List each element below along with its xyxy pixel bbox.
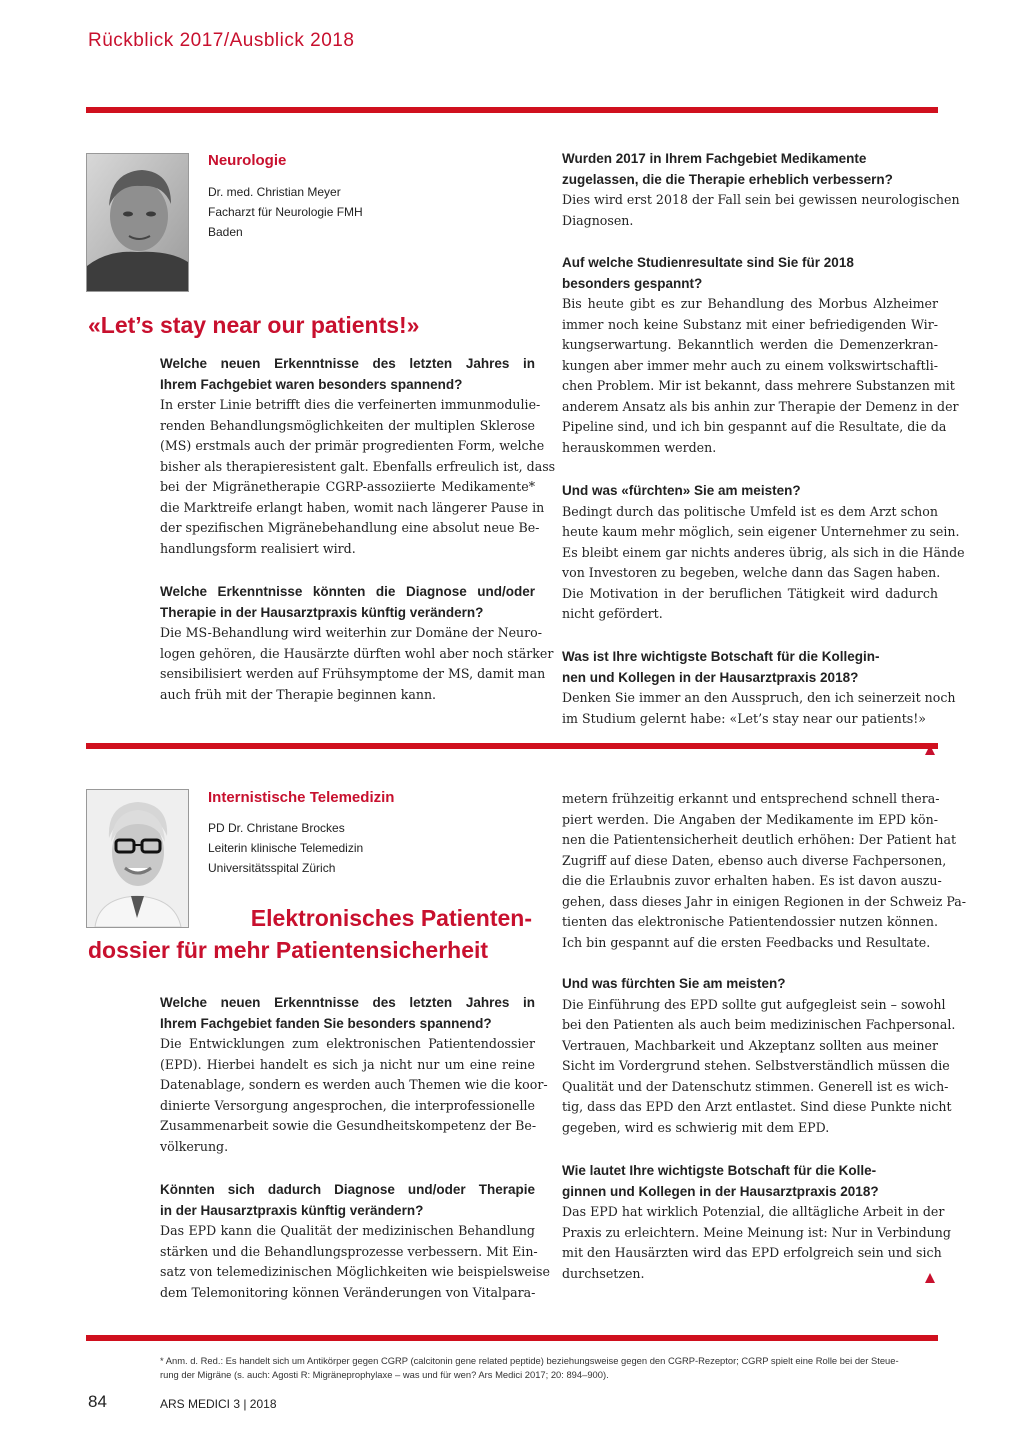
qa-block xyxy=(562,974,956,1138)
answer-continued: metern frühzeitig erkannt und entsprechend schnell thera- piert werden. Die Angaben der Medikamente im EPD kön- nen die Patientensicherheit deutlich erhöhen: Der Patient hat Zugriff auf diese Daten, ebenso auch diverse Fachpersonen, die die Erlaubnis zuvor erhalten haben. Es ist davon auszu- gehen, dass dieses Jahr in einigen Regionen in der Schweiz Pa- tienten das elektronische Patientendossier nutzen können. Ich bin gespannt auf die ersten Feedbacks und Resultate. xyxy=(562,791,967,950)
question: Was ist Ihre wichtigste Botschaft für die Kollegin- nen und Kollegen in der Hausarztpraxis 2018? xyxy=(562,649,880,685)
author-title: Leiterin klinische Telemedizin xyxy=(208,841,364,855)
answer: Die Einführung des EPD sollte gut aufgegleist sein – sowohl bei den Patienten als auch beim medizinischen Fachpersonal. Vertrauen, Machbarkeit und Akzeptanz sollten aus meiner Sicht im Vordergrund stehen. Selbstverständlich müssen die Qualität und der Datenschutz stimmen. Generell ist es wich- tig, dass das EPD den Arzt entlastet. Sind diese Punkte nicht gegeben, wird es schwierig mit dem EPD. xyxy=(562,996,956,1135)
qa-block xyxy=(160,354,556,559)
question: Und was «fürchten» Sie am meisten? xyxy=(562,483,801,498)
answer: In erster Linie betrifft dies die verfeinerten immunmodulie- renden Behandlungsmöglichkeiten der multiplen Sklerose (MS) erstmals auch der primär progredienten Form, welche bisher als therapieresistent galt. Ebenfalls erfreulich ist, dass bei der Migränetherapie CGRP-assoziierte Medikamente* die Marktreife erlangt haben, womit nach längerer Pause in der spezifischen Migränebehandlung eine absolut neue Be- handlungsform realisiert wird. xyxy=(160,397,556,556)
qa-block xyxy=(160,993,548,1157)
article-headline: «Let’s stay near our patients!» xyxy=(88,312,420,338)
question: Wurden 2017 in Ihrem Fachgebiet Medikamente zugelassen, die die Therapie erheblich verbessern? xyxy=(562,151,893,187)
section-label: Internistische Telemedizin xyxy=(208,789,395,806)
section-label: Neurologie xyxy=(208,152,287,169)
question: Welche neuen Erkenntnisse des letzten Jahres in Ihrem Fachgebiet fanden Sie besonders spannend? xyxy=(160,995,535,1031)
answer: Bis heute gibt es zur Behandlung des Morbus Alzheimer immer noch keine Substanz mit einer befriedigenden Wir- kungserwartung. Bekanntlich werden die Demenzerkran- kungen aber immer mehr auch zu einem volkswirtschaftli- chen Problem. Mir ist bekannt, dass mehrere Substanzen mit anderem Ansatz als bis anhin zur Therapie der Demenz in der Pipeline sind, und ich bin gespannt auf die Resultate, die da herauskommen werden. xyxy=(562,296,959,455)
question: Auf welche Studienresultate sind Sie für 2018 besonders gespannt? xyxy=(562,255,854,291)
question: Welche neuen Erkenntnisse des letzten Jahres in Ihrem Fachgebiet waren besonders spannend? xyxy=(160,356,535,392)
running-head: Rückblick 2017/Ausblick 2018 xyxy=(88,30,355,51)
answer: Bedingt durch das politische Umfeld ist es dem Arzt schon heute kaum mehr möglich, sein eigener Unternehmer zu sein. Es bleibt einem gar nichts anderes übrig, als sich in die Hände von Investoren zu begeben, welche dann das Sagen haben. Die Motivation in der beruflichen Tätigkeit wird dadurch nicht gefördert. xyxy=(562,503,965,621)
author-location: Baden xyxy=(208,225,243,239)
answer: Das EPD kann die Qualität der medizinischen Behandlung stärken und die Behandlungsprozesse verbessern. Mit Ein- satz von telemedizinischen Möglichkeiten wie beispielsweise dem Telemonitoring können Veränderungen von Vitalpara- xyxy=(160,1223,550,1300)
question: Wie lautet Ihre wichtigste Botschaft für die Kolle- ginnen und Kollegen in der Hausarztpraxis 2018? xyxy=(562,1163,879,1199)
author-title: Facharzt für Neurologie FMH xyxy=(208,205,363,219)
section-divider-top xyxy=(86,107,938,113)
question: Welche Erkenntnisse könnten die Diagnose und/oder Therapie in der Hausarztpraxis künftig verändern? xyxy=(160,584,535,620)
qa-block xyxy=(160,582,554,705)
author-location: Universitätsspital Zürich xyxy=(208,861,336,875)
qa-block xyxy=(562,647,956,729)
answer: Denken Sie immer an den Ausspruch, den ich seinerzeit noch im Studium gelernt habe: «Let’s stay near our patients!» xyxy=(562,690,956,726)
author-photo-meyer xyxy=(86,153,189,292)
author-name: Dr. med. Christian Meyer xyxy=(208,185,341,199)
answer: Die Entwicklungen zum elektronischen Patientendossier (EPD). Hierbei handelt es sich ja nicht nur um eine reine Datenablage, sondern es werden auch Themen wie die koor- dinierte Versorgung angesprochen, die interprofessionelle Zusammenarbeit sowie die Gesundheitskompetenz der Be- völkerung. xyxy=(160,1036,548,1154)
author-byline xyxy=(208,182,363,242)
answer: Das EPD hat wirklich Potenzial, die alltägliche Arbeit in der Praxis zu erleichtern. Meine Meinung ist: Nur in Verbindung mit den Hausärzten wird das EPD erfolgreich sein und sich durchsetzen. xyxy=(562,1204,951,1281)
author-byline xyxy=(208,818,363,878)
end-of-article-icon xyxy=(925,1268,935,1287)
article-headline: Elektronisches Patienten- dossier für mehr Patientensicherheit xyxy=(88,905,532,963)
section-divider-middle xyxy=(86,743,938,749)
answer: Dies wird erst 2018 der Fall sein bei gewissen neurologischen Diagnosen. xyxy=(562,192,960,228)
qa-block xyxy=(160,1180,550,1303)
footnote: * Anm. d. Red.: Es handelt sich um Antikörper gegen CGRP (calcitonin gene related peptide) beziehungsweise gegen den CGRP-Rezeptor; CGRP spielt eine Rolle bei der Steue- rung der Migräne (s. auch: Agosti R: Migräneprophylaxe – was und für wen? Ars Medici 2017; 20: 894–900). xyxy=(160,1355,899,1380)
answer: Die MS-Behandlung wird weiterhin zur Domäne der Neuro- logen gehören, die Hausärzte dürften wohl aber noch stärker sensibilisiert werden auf Frühsymptome der MS, damit man auch früh mit der Therapie beginnen kann. xyxy=(160,625,554,702)
question: Und was fürchten Sie am meisten? xyxy=(562,976,786,991)
qa-block xyxy=(562,1161,951,1284)
qa-block xyxy=(562,481,965,625)
qa-block xyxy=(562,253,959,458)
section-divider-bottom xyxy=(86,1335,938,1341)
question: Könnten sich dadurch Diagnose und/oder Therapie in der Hausarztpraxis künftig verändern? xyxy=(160,1182,535,1218)
author-name: PD Dr. Christane Brockes xyxy=(208,821,345,835)
page-number: 84 xyxy=(88,1392,107,1411)
qa-block xyxy=(562,149,960,231)
journal-issue: ARS MEDICI 3 | 2018 xyxy=(160,1397,277,1411)
